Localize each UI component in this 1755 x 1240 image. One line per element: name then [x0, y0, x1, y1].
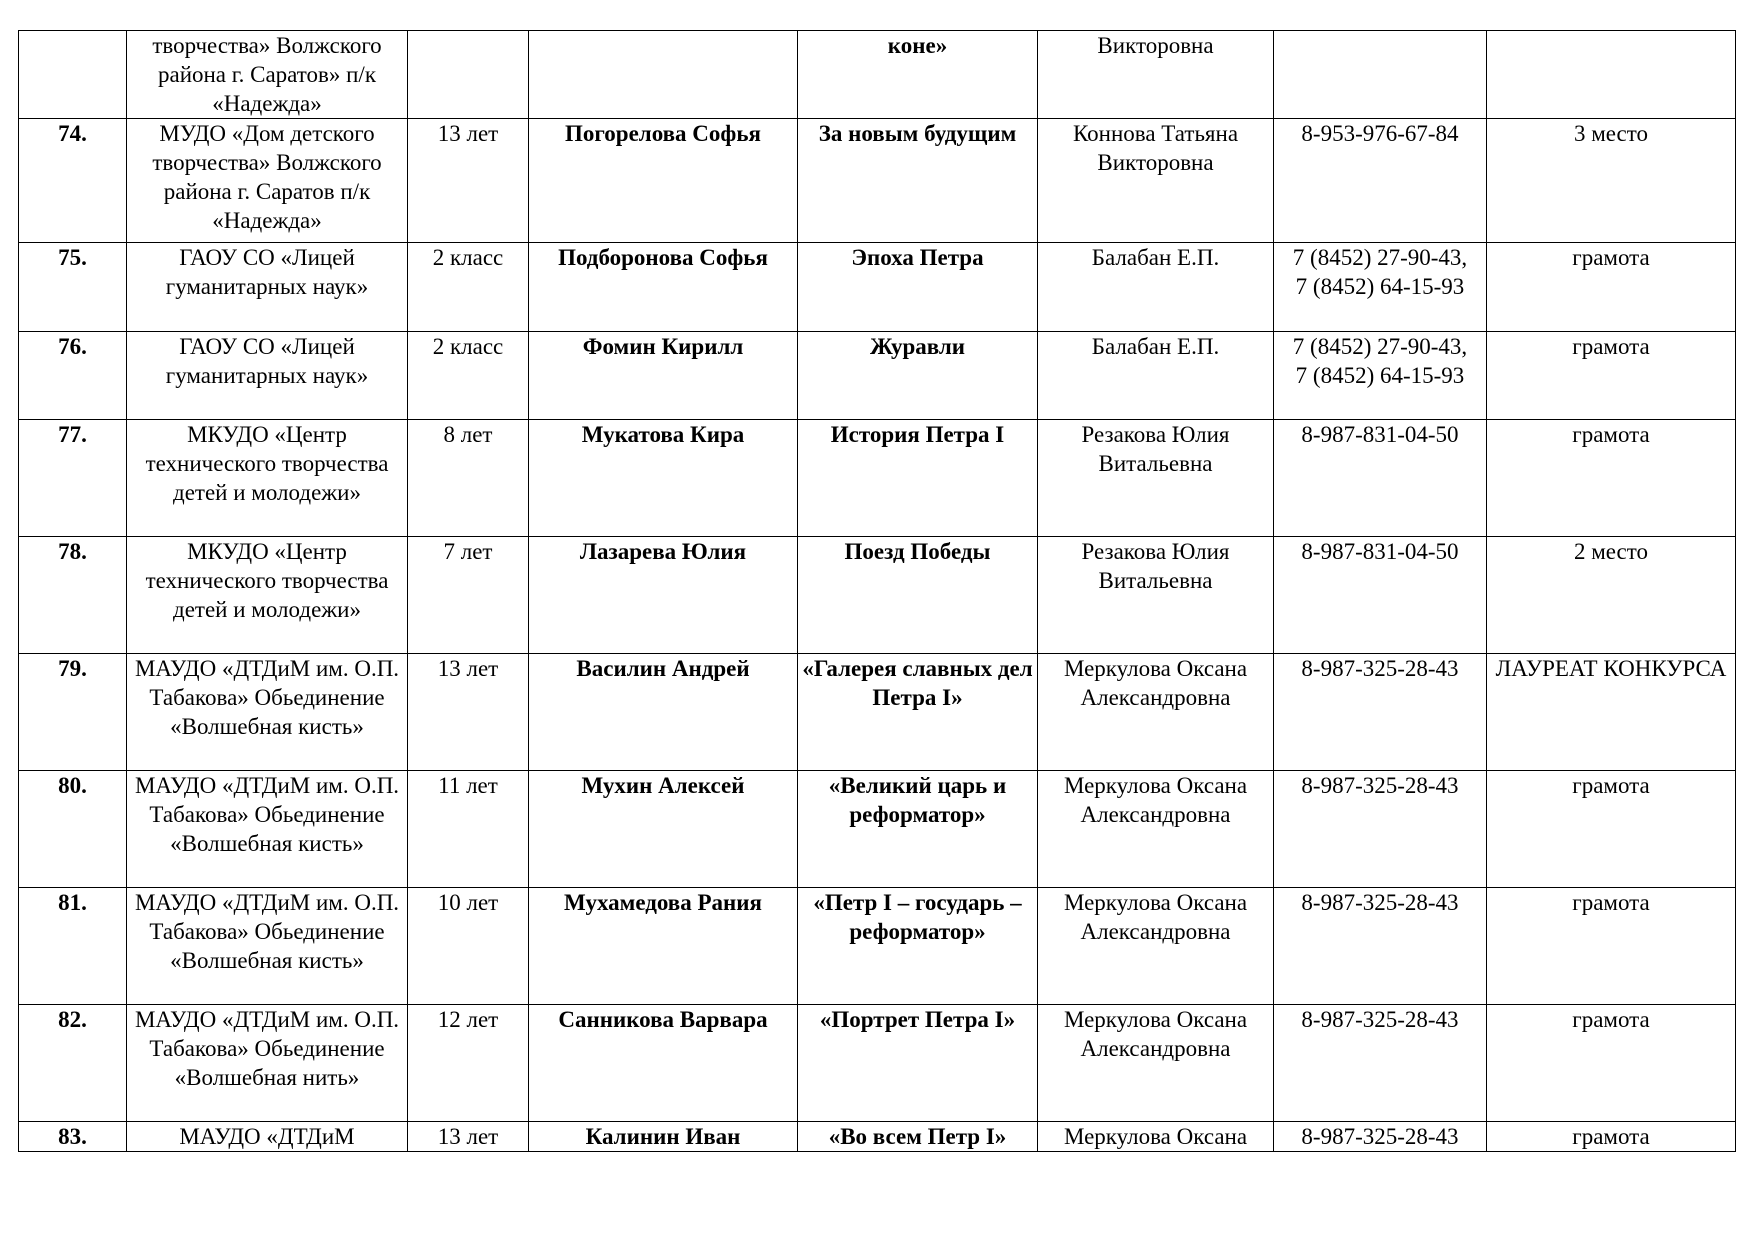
result-cell: грамота — [1487, 332, 1736, 420]
organization-cell: ГАОУ СО «Лицей гуманитарных наук» — [127, 243, 408, 332]
age-cell: 11 лет — [408, 771, 529, 888]
phone-cell: 7 (8452) 27-90-43, 7 (8452) 64-15-93 — [1274, 332, 1487, 420]
age-cell: 10 лет — [408, 888, 529, 1005]
teacher-cell: Меркулова Оксана Александровна — [1038, 654, 1274, 771]
phone-cell — [1274, 31, 1487, 119]
work-title-cell: «Во всем Петр I» — [798, 1122, 1038, 1152]
result-cell: 3 место — [1487, 119, 1736, 243]
participant-name-cell: Мухамедова Рания — [529, 888, 798, 1005]
table-row — [19, 420, 1736, 537]
teacher-cell: Меркулова Оксана Александровна — [1038, 888, 1274, 1005]
work-title-cell: Журавли — [798, 332, 1038, 420]
work-title-cell: Эпоха Петра — [798, 243, 1038, 332]
organization-cell: МКУДО «Центр технического творчества детей и молодежи» — [127, 420, 408, 537]
participant-name-cell: Лазарева Юлия — [529, 537, 798, 654]
organization-cell: МУДО «Дом детского творчества» Волжского района г. Саратов п/к «Надежда» — [127, 119, 408, 243]
row-number: 76. — [19, 332, 127, 420]
work-title-cell: «Портрет Петра I» — [798, 1005, 1038, 1122]
work-title-cell: коне» — [798, 31, 1038, 119]
work-title-cell: «Петр I – государь – реформатор» — [798, 888, 1038, 1005]
participant-name-cell: Калинин Иван — [529, 1122, 798, 1152]
table-body — [19, 31, 1736, 1152]
phone-cell: 8-987-325-28-43 — [1274, 1005, 1487, 1122]
table-row — [19, 771, 1736, 888]
participant-name-cell: Фомин Кирилл — [529, 332, 798, 420]
phone-cell: 8-987-325-28-43 — [1274, 1122, 1487, 1152]
participant-name-cell: Подборонова Софья — [529, 243, 798, 332]
result-cell: 2 место — [1487, 537, 1736, 654]
row-number: 82. — [19, 1005, 127, 1122]
organization-cell: творчества» Волжского района г. Саратов» п/к «Надежда» — [127, 31, 408, 119]
phone-cell: 8-987-831-04-50 — [1274, 420, 1487, 537]
teacher-cell: Меркулова Оксана — [1038, 1122, 1274, 1152]
age-cell: 7 лет — [408, 537, 529, 654]
organization-cell: МАУДО «ДТДиМ им. О.П. Табакова» Обьединение «Волшебная нить» — [127, 1005, 408, 1122]
age-cell: 2 класс — [408, 243, 529, 332]
age-cell: 13 лет — [408, 119, 529, 243]
row-number: 75. — [19, 243, 127, 332]
work-title-cell: Поезд Победы — [798, 537, 1038, 654]
teacher-cell: Коннова Татьяна Викторовна — [1038, 119, 1274, 243]
age-cell — [408, 31, 529, 119]
teacher-cell: Резакова Юлия Витальевна — [1038, 420, 1274, 537]
phone-cell: 8-987-831-04-50 — [1274, 537, 1487, 654]
result-cell: грамота — [1487, 888, 1736, 1005]
participant-name-cell: Мухин Алексей — [529, 771, 798, 888]
result-cell: грамота — [1487, 420, 1736, 537]
participant-name-cell: Погорелова Софья — [529, 119, 798, 243]
organization-cell: МАУДО «ДТДиМ им. О.П. Табакова» Обьединение «Волшебная кисть» — [127, 654, 408, 771]
organization-cell: МАУДО «ДТДиМ — [127, 1122, 408, 1152]
age-cell: 13 лет — [408, 1122, 529, 1152]
teacher-cell: Меркулова Оксана Александровна — [1038, 771, 1274, 888]
phone-cell: 8-987-325-28-43 — [1274, 771, 1487, 888]
result-cell — [1487, 31, 1736, 119]
participant-name-cell — [529, 31, 798, 119]
result-cell: грамота — [1487, 243, 1736, 332]
table-row — [19, 537, 1736, 654]
results-table — [18, 30, 1736, 1152]
teacher-cell: Балабан Е.П. — [1038, 332, 1274, 420]
phone-cell: 8-953-976-67-84 — [1274, 119, 1487, 243]
row-number: 83. — [19, 1122, 127, 1152]
row-number: 77. — [19, 420, 127, 537]
work-title-cell: «Великий царь и реформатор» — [798, 771, 1038, 888]
table-row — [19, 31, 1736, 119]
result-cell: грамота — [1487, 771, 1736, 888]
phone-cell: 7 (8452) 27-90-43, 7 (8452) 64-15-93 — [1274, 243, 1487, 332]
organization-cell: МАУДО «ДТДиМ им. О.П. Табакова» Обьединение «Волшебная кисть» — [127, 771, 408, 888]
organization-cell: ГАОУ СО «Лицей гуманитарных наук» — [127, 332, 408, 420]
result-cell: грамота — [1487, 1005, 1736, 1122]
organization-cell: МАУДО «ДТДиМ им. О.П. Табакова» Обьединение «Волшебная кисть» — [127, 888, 408, 1005]
table-row — [19, 654, 1736, 771]
participant-name-cell: Санникова Варвара — [529, 1005, 798, 1122]
age-cell: 2 класс — [408, 332, 529, 420]
teacher-cell: Викторовна — [1038, 31, 1274, 119]
row-number: 79. — [19, 654, 127, 771]
row-number: 74. — [19, 119, 127, 243]
age-cell: 13 лет — [408, 654, 529, 771]
row-number: 78. — [19, 537, 127, 654]
row-number: 80. — [19, 771, 127, 888]
row-number: 81. — [19, 888, 127, 1005]
work-title-cell: История Петра I — [798, 420, 1038, 537]
table-row — [19, 119, 1736, 243]
participant-name-cell: Мукатова Кира — [529, 420, 798, 537]
participant-name-cell: Василин Андрей — [529, 654, 798, 771]
table-row — [19, 1122, 1736, 1152]
work-title-cell: За новым будущим — [798, 119, 1038, 243]
table-row — [19, 1005, 1736, 1122]
table-row — [19, 332, 1736, 420]
age-cell: 8 лет — [408, 420, 529, 537]
phone-cell: 8-987-325-28-43 — [1274, 654, 1487, 771]
phone-cell: 8-987-325-28-43 — [1274, 888, 1487, 1005]
table-row — [19, 888, 1736, 1005]
result-cell: ЛАУРЕАТ КОНКУРСА — [1487, 654, 1736, 771]
age-cell: 12 лет — [408, 1005, 529, 1122]
teacher-cell: Балабан Е.П. — [1038, 243, 1274, 332]
table-row — [19, 243, 1736, 332]
result-cell: грамота — [1487, 1122, 1736, 1152]
row-number — [19, 31, 127, 119]
teacher-cell: Резакова Юлия Витальевна — [1038, 537, 1274, 654]
organization-cell: МКУДО «Центр технического творчества детей и молодежи» — [127, 537, 408, 654]
work-title-cell: «Галерея славных дел Петра I» — [798, 654, 1038, 771]
teacher-cell: Меркулова Оксана Александровна — [1038, 1005, 1274, 1122]
